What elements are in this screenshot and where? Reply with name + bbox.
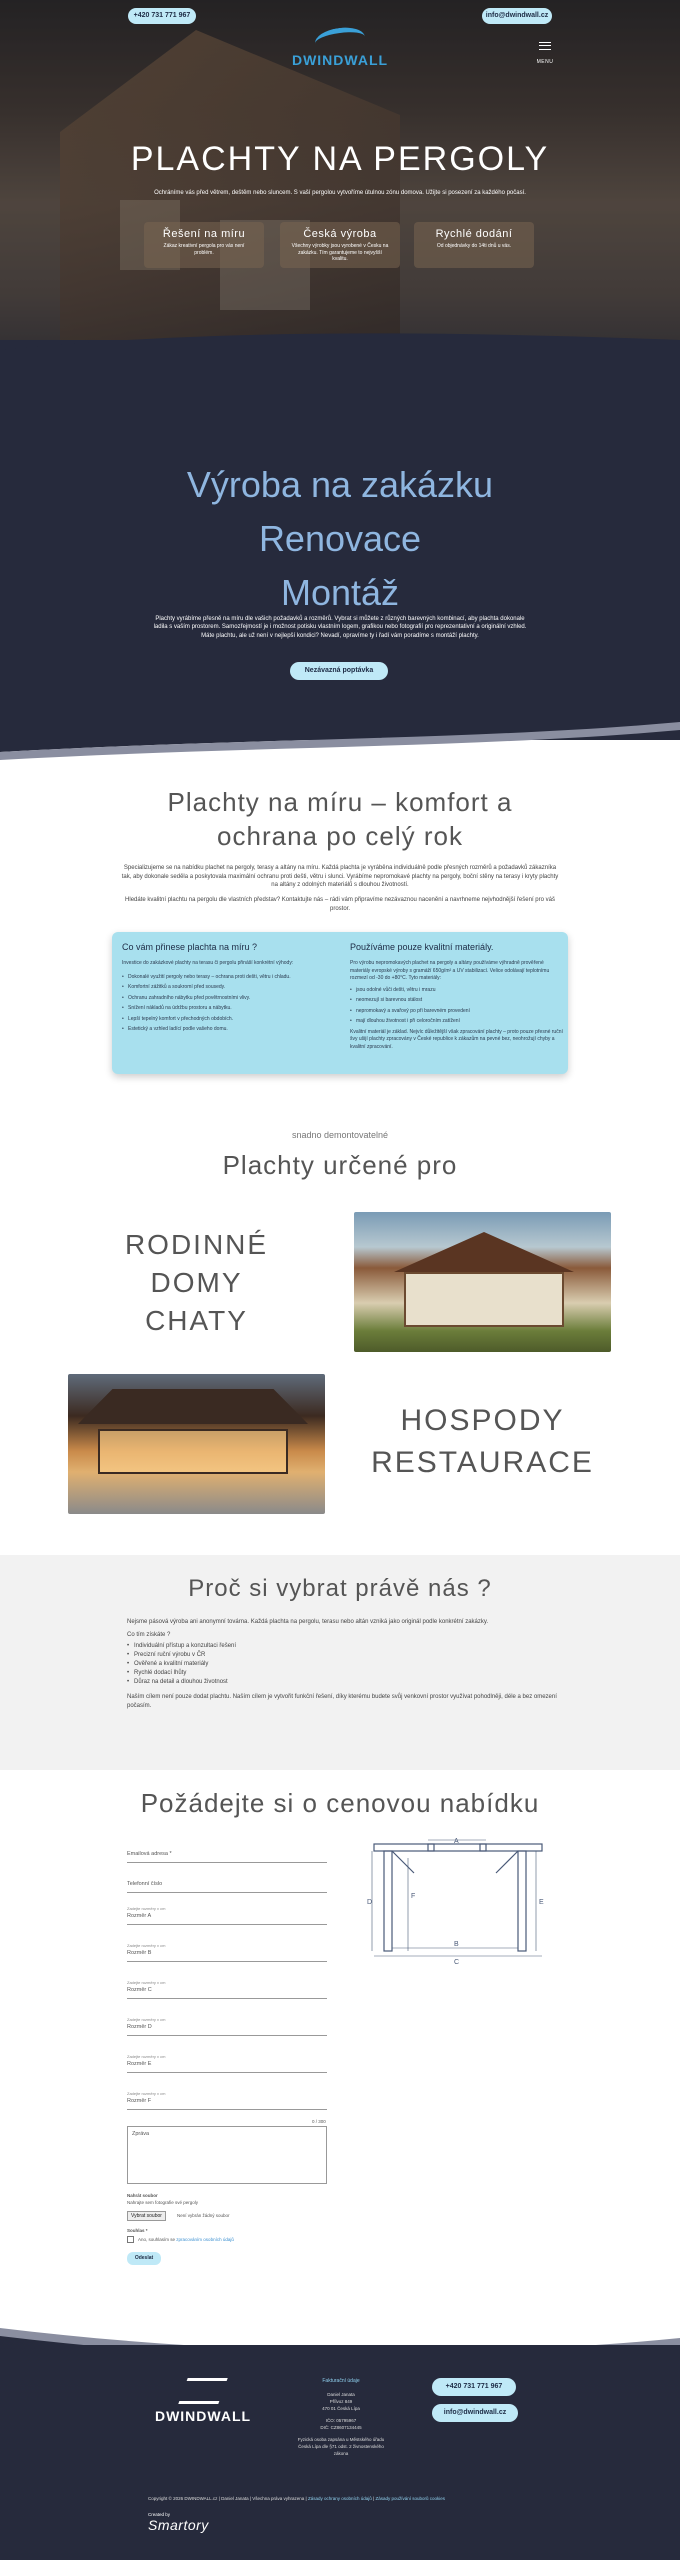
services-text: Plachty vyrábíme přesně na míru dle vašich požadavků a rozměrů. Vybrat si můžete z různých barevných kombinací, aby plachta dokonale ladila s vaším prostorem. Samozřejmostí je i možnost potisku vlastním logem, grafikou nebo fotografií pro reprezentativní a originální vzhled. Máte plachtu, ale už není v nejlepší kondici? Nevadí, opravíme ty i řadí vám poradíme s montáží plachty. (153, 616, 527, 639)
feature-card: Česká výroba Všechny výrobky jsou vyrobené v Česku na zakázku. Tím garantujeme to nejvyšší kvalitu. (280, 222, 400, 268)
consent-label: Souhlas * (127, 2228, 148, 2233)
char-counter: 0 / 300 (312, 2119, 326, 2124)
diagram-label-c: C (454, 1959, 460, 1966)
logo-swoosh-icon (314, 25, 367, 56)
diagram-label-f: F (411, 1893, 416, 1900)
file-choose-button[interactable]: Vybrat soubor (127, 2211, 166, 2221)
email-field[interactable]: Emailová adresa * (127, 1851, 327, 1863)
list-item: • Snížení nákladů na údržbu prostoru a nábytku. (122, 1005, 337, 1013)
list-item: • Ochranu zahradního nábytku před povětrnostními vlivy. (122, 995, 337, 1003)
list-item: • Důraz na detail a dlouhou životnost (127, 1678, 557, 1687)
list-item: • mají dlouhou životnost i při celoročním zatížení (350, 1018, 565, 1026)
list-item: • Komfortní zážitků a soukromí před sousedy. (122, 984, 337, 992)
dimension-a-field[interactable]: Zadejte rozměry v cm Rozměr A (127, 1906, 327, 1925)
dimension-d-field[interactable]: Zadejte rozměry v cm Rozměr D (127, 2017, 327, 2036)
services-lines: Výroba na zakázku Renovace Montáž (186, 464, 494, 613)
list-item: • Rychlé dodací lhůty (127, 1669, 557, 1678)
list-item: • jsou odolné vůči dešti, větru i mrazu (350, 987, 565, 995)
wave-divider (0, 700, 680, 760)
pergola-dimension-diagram (368, 1836, 548, 1966)
services-section (0, 340, 680, 740)
dimension-f-field[interactable]: Zadejte rozměry v cm Rozměr F (127, 2091, 327, 2110)
hamburger-icon (539, 42, 551, 50)
diagram-label-b: B (454, 1941, 459, 1948)
list-item: • Ověřené a kvalitní materiály (127, 1660, 557, 1669)
email-button[interactable]: info@dwindwall.cz (482, 8, 552, 24)
agency-credit[interactable]: Created by Smartory (148, 2512, 209, 2533)
phone-button[interactable]: +420 731 771 967 (128, 8, 196, 24)
comfort-title: Plachty na míru – komfort a ochrana po celý rok (167, 787, 513, 851)
list-item: • Dokonalé využití pergoly nebo terasy – ochrana proti dešti, větru i chladu. (122, 974, 337, 982)
diagram-label-a: A (454, 1838, 459, 1845)
cookies-policy-link[interactable]: Zásady používání souborů cookies (375, 2496, 446, 2501)
feature-card: Řešení na míru Zákaz kreativní pergola pro vás není problém. (144, 222, 264, 268)
quote-form-title: Požádejte si o cenovou nabídku (140, 1788, 540, 1818)
copyright-bar: Copyright © 2026 DWINDWALL.cz | Daniel Janata | Všechna práva vyhrazena | Zásady ochrany osobních údajů | Zásady používání souborů cookies (148, 2496, 446, 2501)
phone-field[interactable]: Telefonní číslo (127, 1881, 327, 1893)
why-title: Proč si vybrat právě nás ? (188, 1575, 492, 1602)
type-restaurants: HOSPODY RESTAURACE (371, 1404, 594, 1479)
list-item: • nepromokavý a svařový po při barevném provedení (350, 1008, 565, 1016)
comfort-paragraph: Hledáte kvalitní plachtu na pergolu dle vlastních představ? Kontaktujte nás – rádi vám připravíme nezávaznou nacenění a navrhneme nejvhodnější řešení pro váš prostor. (125, 897, 555, 912)
hero-title: PLACHTY NA PERGOLY (130, 140, 550, 178)
billing-info: Fakturační údaje Daniel Janata Přílvoz 849 470 01 Česká Lípa IČO: 05795967 DIČ: CZ8607134445 Fyzická osoba zapsána u Městského úřadu Česká Lípa dle §71 odst. 2 živnostenského zákona (297, 2378, 385, 2456)
why-content: Nejsme pásová výroba ani anonymní továrna. Každá plachta na pergolu, terasu nebo altán vzniká jako originál podle konkrétní zakázky. Co tím získáte ? • Individuální přístup a konzultaci řešení • Precizní ruční výrobu v ČR • Ověřené a kvalitní materiály • Rychlé dodací lhůty • Důraz na detail a dlouhou životnost Naším cílem není pouze dodat plachtu. Naším cílem je vytvořit funkční řešení, díky kterému budete svůj venkovní prostor využívat pohodlněji, déle a bez omezení počasím. (127, 1618, 557, 1711)
inquiry-button[interactable]: Nezávazná poptávka (290, 662, 388, 680)
list-item: • Individuální přístup a konzultaci řešení (127, 1642, 557, 1651)
dimension-e-field[interactable]: Zadejte rozměry v cm Rozměr E (127, 2054, 327, 2073)
comfort-paragraph: Specializujeme se na nabídku plachet na pergoly, terasy a altány na míru. Každá plachta je vyráběna individuálně podle přesných rozměrů a požadavků zákazníka tak, aby dokonale seděla a poskytovala maximální ochranu proti dešti, větru i slunci. Vyrábíme nepromokavé plachty na pergoly, boční stěny na terasy i kryty plachty na altány z odolných materiálů s dlouhou životností. (121, 865, 559, 889)
list-item: • Estetický a vzhled ladící podle vašeho domu. (122, 1026, 337, 1034)
submit-button[interactable]: Odeslat (127, 2252, 161, 2265)
consent-text: Ano, souhlasím se zpracováním osobních údajů (138, 2237, 234, 2242)
file-status: Není vybrán žádný soubor (177, 2213, 230, 2218)
message-textarea[interactable]: Zpráva (127, 2126, 327, 2184)
privacy-link[interactable]: zpracováním osobních údajů (176, 2237, 234, 2242)
feature-card: Rychlé dodání Od objednávky do 14ti dnů u vás. (414, 222, 534, 268)
footer-phone-button[interactable]: +420 731 771 967 (432, 2378, 516, 2396)
diagram-label-e: E (539, 1899, 544, 1906)
type-family-houses: RODINNÉ DOMY CHATY (124, 1229, 269, 1336)
list-item: • Precizní ruční výrobu v ČR (127, 1651, 557, 1660)
cottage-photo (354, 1212, 611, 1352)
attach-hint: Nahrajte sem fotografie své pergoly (127, 2200, 199, 2205)
wave-divider (0, 330, 680, 370)
list-item: • neomezují si barevnou stálost (350, 997, 565, 1005)
footer-email-button[interactable]: info@dwindwall.cz (432, 2404, 518, 2422)
list-item: • Lepší tepelný komfort v přechodných obdobích. (122, 1016, 337, 1024)
dimension-b-field[interactable]: Zadejte rozměry v cm Rozměr B (127, 1943, 327, 1962)
hero-subtitle: Ochráníme vás před větrem, deštěm nebo sluncem. S vaší pergolou vytvoříme útulnou zónu domova. Užijte si posezení za každého počasí. (154, 190, 526, 196)
restaurant-photo (68, 1374, 325, 1514)
site-logo[interactable]: DWINDWALL (280, 28, 400, 80)
footer-logo[interactable]: DWINDWALL (148, 2378, 258, 2424)
benefits-box (112, 932, 568, 1074)
benefits-column: Co vám přinese plachta na míru ? Investice do zakázkové plachty na terasu či pergolu přináší konkrétní výhody: • Dokonalé využití pergoly nebo terasy – ochrana proti dešti, větru i chladu. • Komfortní zážitků a soukromí před sousedy. • Ochranu zahradního nábytku před povětrnostními vlivy. • Snížení nákladů na údržbu prostoru a nábytku. • Lepší tepelný komfort v přechodných obdobích. • Estetický a vzhled ladící podle vašeho domu. (122, 942, 337, 1037)
materials-column: Používáme pouze kvalitní materiály. Pro výrobu nepromokavých plachet na pergoly a altány používáme výhradně prověřené materiály evropské výroby s gramáží 650g/m² a UV stabilizací. Velice odolávají teplotnímu rozmezí od -30 do +80°C. Tyto materiály: • jsou odolné vůči dešti, větru i mrazu • neomezují si barevnou stálost • nepromokavý a svařový po při barevném provedení • mají dlouhou životnost i při celoročním zatížení Kvalitní materiál je základ. Nejvíc důležitější však zpracování plachty – proto pouze přesné ruční švy ušijí plachty zpracovány v České republice k zákazům na pevné bez, neohrožují chyby a kvalitní zpracování. (350, 942, 565, 1051)
privacy-policy-link[interactable]: Zásady ochrany osobních údajů (308, 2496, 372, 2501)
menu-button[interactable]: MENU (532, 42, 558, 68)
consent-checkbox[interactable] (127, 2236, 134, 2243)
dimension-c-field[interactable]: Zadejte rozměry v cm Rozměr C (127, 1980, 327, 1999)
diagram-label-d: D (367, 1899, 373, 1906)
types-pretitle: snadno demontovatelné (291, 1130, 389, 1140)
logo-mark-icon (178, 2378, 227, 2404)
attach-label: Nahrát soubor (127, 2193, 158, 2198)
types-title: Plachty určené pro (222, 1150, 458, 1180)
